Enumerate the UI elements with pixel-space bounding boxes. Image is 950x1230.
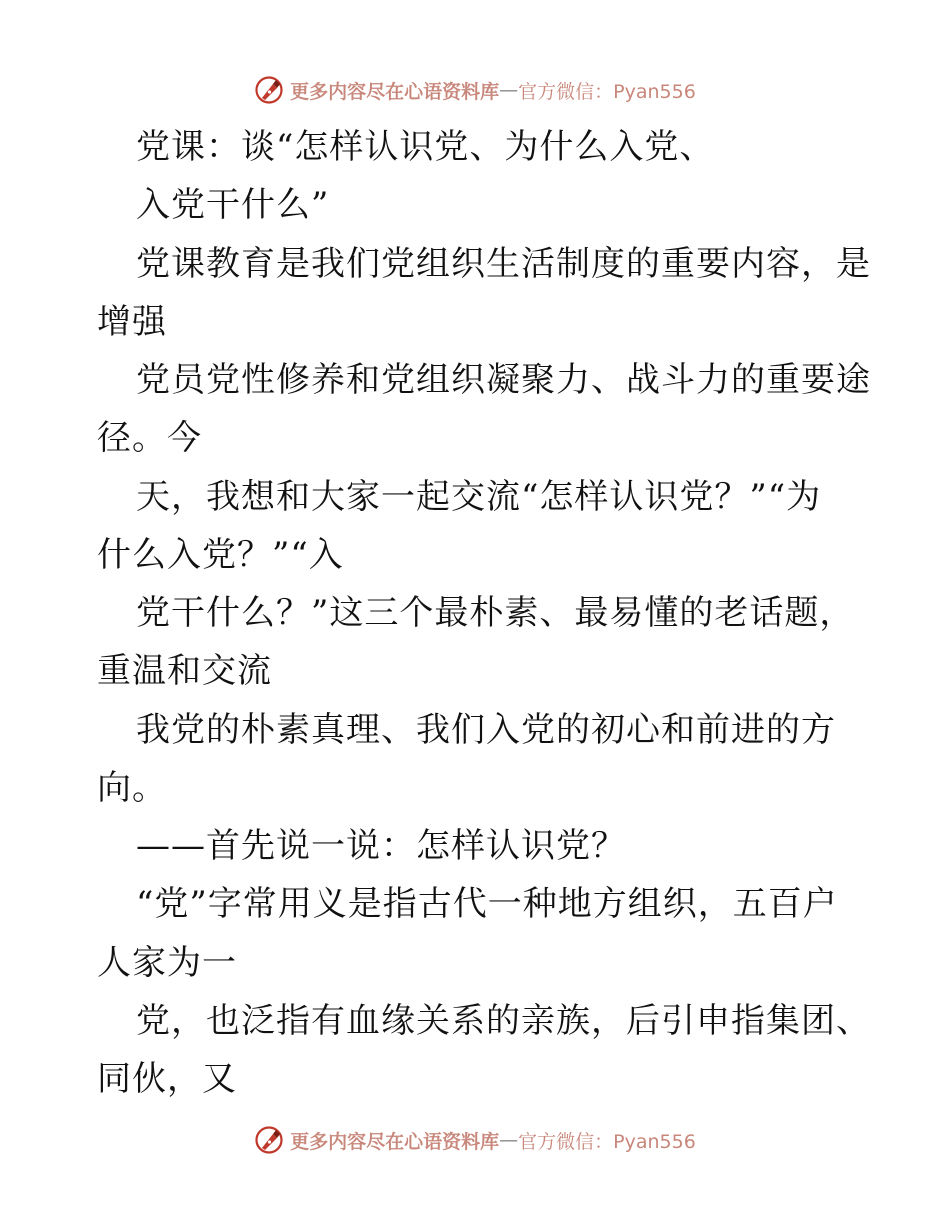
paragraph-line: 我党的朴素真理、我们入党的初心和前进的方	[136, 710, 836, 750]
paragraph-line: 天，我想和大家一起交流“怎样认识党？”“为	[136, 477, 822, 517]
paragraph-line: 什么入党？”“入	[97, 535, 344, 575]
paragraph-line: 党课教育是我们党组织生活制度的重要内容，是	[136, 244, 871, 284]
watermark-account: 官方微信：Pyan556	[518, 80, 696, 103]
footer-watermark	[0, 1120, 950, 1160]
pen-nib-logo-icon	[254, 75, 284, 105]
paragraph-line: 向。	[97, 768, 167, 808]
paragraph-line: 重温和交流	[97, 651, 272, 691]
section-heading: ——首先说一说：怎样认识党？	[136, 826, 626, 866]
watermark-account: 官方微信：Pyan556	[518, 1130, 696, 1153]
watermark-text: 更多内容尽在心语资料库	[290, 1130, 500, 1153]
watermark-dash: —	[499, 79, 519, 101]
paragraph-line: 径。今	[97, 418, 202, 458]
document-title-line-2: 入党干什么”	[136, 185, 330, 225]
watermark-text: 更多内容尽在心语资料库	[290, 80, 500, 103]
paragraph-line: 人家为一	[97, 943, 237, 983]
paragraph-line: “党”字常用义是指古代一种地方组织，五百户	[136, 884, 838, 924]
paragraph-line: 党，也泛指有血缘关系的亲族，后引申指集团、	[136, 1001, 871, 1041]
document-title-line-1: 党课：谈“怎样认识党、为什么入党、	[136, 127, 715, 167]
paragraph-line: 增强	[97, 302, 167, 342]
paragraph-line: 党干什么？”这三个最朴素、最易懂的老话题，	[136, 593, 855, 633]
paragraph-line: 党员党性修养和党组织凝聚力、战斗力的重要途	[136, 360, 871, 400]
paragraph-line: 同伙，又	[97, 1059, 237, 1099]
pen-nib-logo-icon	[254, 1125, 284, 1155]
watermark-dash: —	[499, 1129, 519, 1151]
header-watermark	[0, 70, 950, 110]
